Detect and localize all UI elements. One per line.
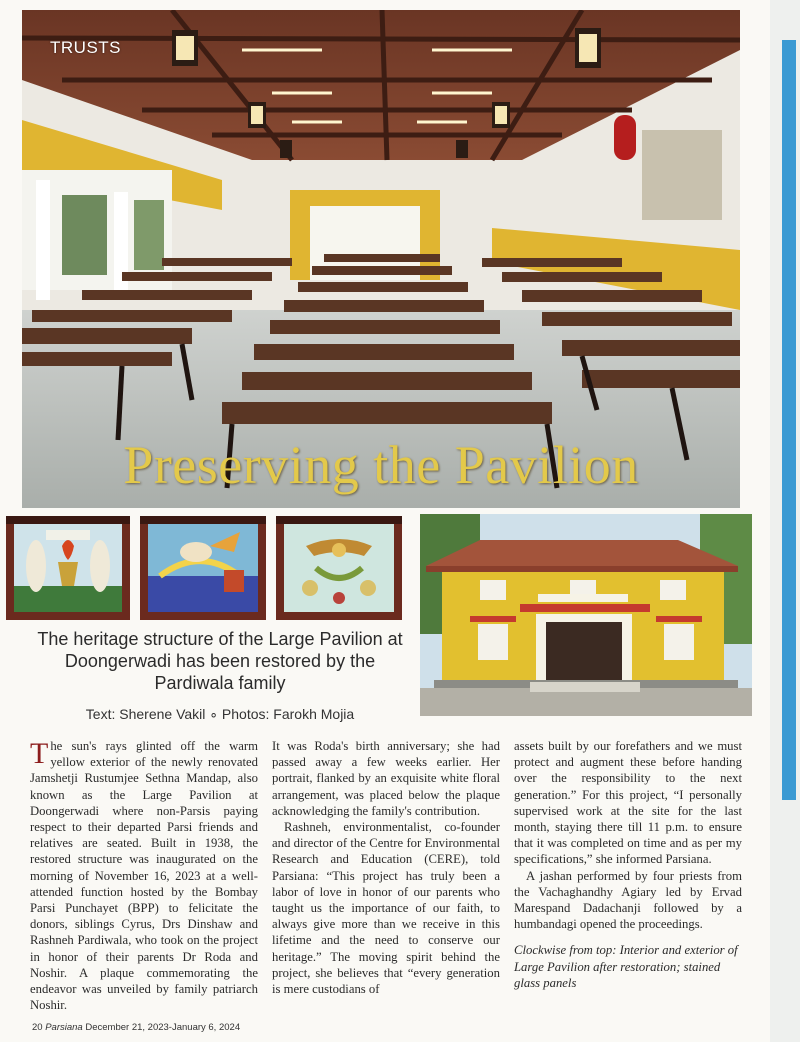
- article-column-3: [514, 738, 742, 1013]
- stained-glass-panel-3: [276, 516, 402, 620]
- exterior-photo-pavilion: [420, 514, 752, 716]
- headline: Preserving the Pavilion: [123, 435, 639, 495]
- section-tag: TRUSTS: [50, 38, 121, 57]
- article-column-1: [30, 738, 258, 1013]
- page-footer: [32, 1022, 240, 1033]
- adjacent-page-color-bar: [782, 40, 796, 800]
- stained-glass-panel-2: [140, 516, 266, 620]
- adjacent-page-edge: [770, 0, 800, 1042]
- article-body: [30, 738, 742, 1013]
- article-column-2: [272, 738, 500, 1013]
- article-paragraph: assets built by our forefathers and we must protect and augment these before handing over the responsibility to the next generation.” For this project, “I personally supervised work at the site for the last month, staying there till 11 p.m. to ensure that it was completed on time and as per my specifications,” she informed Parsiana.: [514, 739, 742, 867]
- article-paragraph: Rashneh, environmentalist, co-founder and director of the Centre for Environmental Research and Education (CERE), told Parsiana: “This project has truly been a labor of love in honor of our parents who taught us the importance of our faith, to always give more than we receive in this lifetime and the need to conserve our heritage.” The moving spirit behind the project, she believes that “every generation is mere custodians of: [272, 820, 500, 997]
- page-number: 20: [32, 1022, 43, 1033]
- magazine-name: Parsiana: [45, 1022, 83, 1033]
- photo-caption: Clockwise from top: Interior and exterior of Large Pavilion after restoration; stained glass panels: [514, 943, 738, 990]
- article-paragraph: A jashan performed by four priests from the Vachaghandhy Agiary led by Ervad Marespand Dadachanji followed by a humbandagi opened the proceedings.: [514, 868, 742, 932]
- stained-glass-panel-1: [6, 516, 130, 620]
- article-paragraph: The sun's rays glinted off the warm yellow exterior of the newly renovated Jamshetji Rustumjee Sethna Mandap, also known as the Large Pavilion at Doongerwadi where non-Parsis paying respect to their departed Parsi friends and relatives are seated. Built in 1938, the restored structure was inaugurated on the morning of November 16, 2023 at a well-attended function hosted by the Bombay Parsi Punchayet (BPP) to felicitate the donors, siblings Cyrus, Drs Dinshaw and Rashneh Pardiwala, who took on the project in honor of their parents Dr Roda and Noshir. A plaque commemorating the endeavor was unveiled by family patriarch Noshir.: [30, 737, 258, 1013]
- drop-cap: T: [30, 737, 49, 770]
- subheadline: The heritage structure of the Large Pavilion at Doongerwadi has been restored by the Pardiwala family: [37, 629, 403, 693]
- issue-date: December 21, 2023-January 6, 2024: [85, 1022, 241, 1033]
- article-paragraph: It was Roda's birth anniversary; she had passed away a few weeks earlier. Her portrait, flanked by an exquisite white floral arrangement, was placed below the plaque acknowledging the family's contribution.: [272, 739, 500, 818]
- credits-line: Text: Sherene Vakil ∘ Photos: Farokh Mojia: [85, 706, 355, 722]
